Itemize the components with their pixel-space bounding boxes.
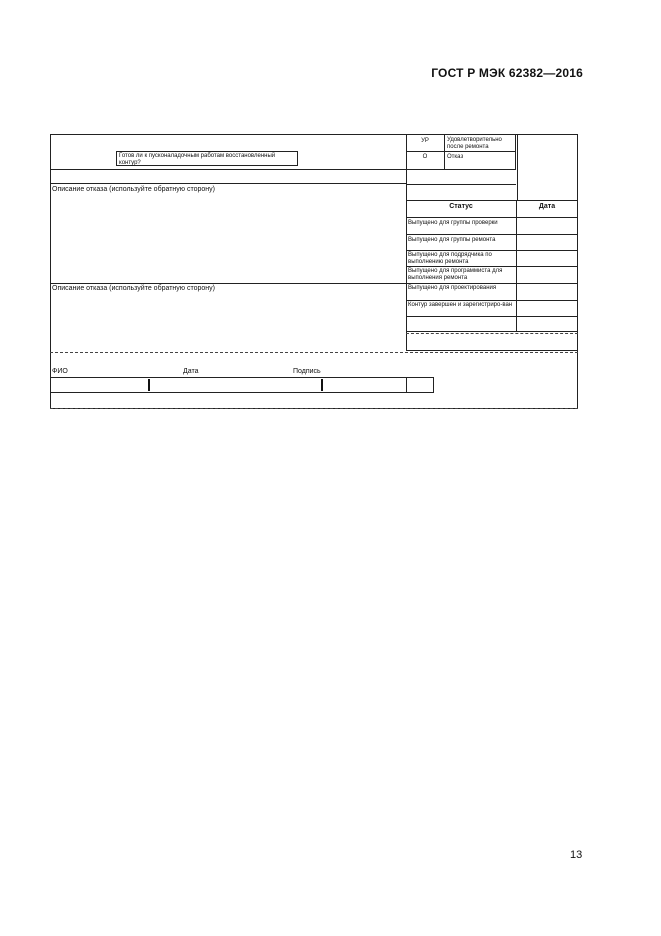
signature-field-divider	[148, 379, 150, 391]
date-label: Дата	[183, 368, 199, 375]
date-header: Дата	[538, 203, 556, 210]
signature-label: Подпись	[293, 368, 321, 375]
code-o-meaning: Отказ	[447, 154, 464, 160]
inspection-form	[50, 134, 578, 410]
code-ur: УР	[421, 138, 429, 144]
status-header: Статус	[449, 203, 473, 210]
status-item: Выпущено для проектирования	[408, 285, 497, 291]
page-number: 13	[570, 849, 583, 861]
status-item: Контур завершен и зарегистриро-ван	[408, 302, 513, 308]
failure-description-2: Описание отказа (используйте обратную сторону)	[52, 285, 215, 292]
standard-title: ГОСТ Р МЭК 62382—2016	[431, 66, 583, 80]
status-item: Выпущено для группы ремонта	[408, 237, 496, 243]
status-item: Выпущено для подрядчика по выполнению ремонта	[408, 252, 492, 265]
code-o: О	[422, 154, 428, 160]
status-item: Выпущено для группы проверки	[408, 220, 498, 226]
ready-question: Готов ли к пусконаладочным работам восстановленный контур?	[119, 153, 276, 166]
status-item: Выпущено для программиста для выполнения ремонта	[408, 268, 503, 281]
failure-description-1: Описание отказа (используйте обратную сторону)	[52, 186, 215, 193]
code-ur-meaning: Удовлетворительно после ремонта	[447, 137, 502, 150]
signature-field-divider	[321, 379, 323, 391]
fio-label: ФИО	[52, 368, 68, 375]
ready-question-box[interactable]	[116, 151, 298, 166]
